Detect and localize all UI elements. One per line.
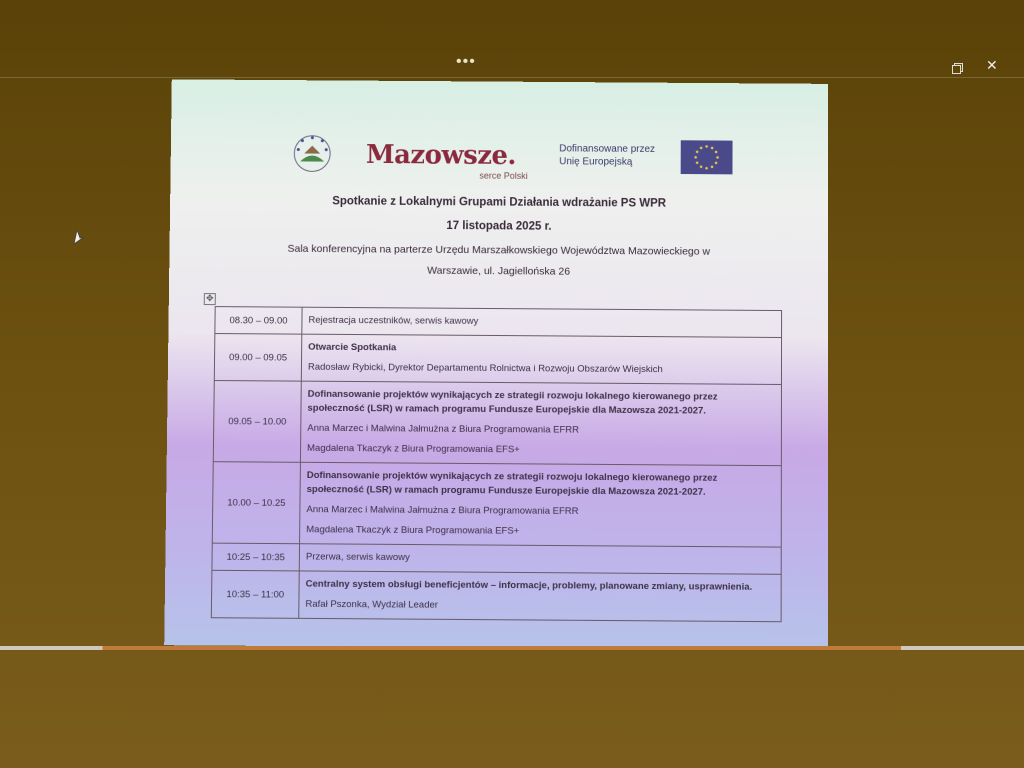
agenda-description [300,462,782,547]
agenda-line: Dofinansowanie projektów wynikających ze strategii rozwoju lokalnego kierowanego przez społeczność (LSR) w ramach programu Fundusze Europejskie dla Mazowsza 2021-2027. [307,388,718,417]
eu-cofinancing-label [559,142,655,168]
mazowsze-logo: Mazowsze. [365,140,517,171]
slide-location-line-1: Sala konferencyjna na parterze Urzędu Marszałkowskiego Województwa Mazowieckiego w [287,242,711,258]
slide-progress-bar [0,646,1024,650]
agenda-table [211,306,782,622]
eu-flag-icon [681,140,733,174]
agenda-line: Magdalena Tkaczyk z Biura Programowania EFS+ [307,442,520,456]
agenda-line: Dofinansowanie projektów wynikających ze strategii rozwoju lokalnego kierowanego przez społeczność (LSR) w ramach programu Fundusze Europejskie dla Mazowsza 2021-2027. [306,469,718,498]
agenda-time: 10.00 – 10.25 [212,462,300,544]
more-horizontal-icon[interactable]: ••• [456,53,476,70]
agenda-line: Radosław Rybicki, Dyrektor Departamentu Rolnictwa i Rozwoju Obszarów Wiejskich [307,361,663,376]
agenda-row [212,543,781,574]
agenda-description [301,334,781,384]
agenda-time: 09.00 – 09.05 [214,334,302,382]
agenda-description [299,571,781,622]
slide-date: 17 listopada 2025 r. [446,220,552,233]
table-move-handle-icon[interactable]: ✥ [204,293,216,305]
agenda-time: 10:35 – 11:00 [211,570,299,618]
eu-line-1: Dofinansowane przez [559,143,656,155]
agenda-row [214,334,781,385]
slide-title: Spotkanie z Lokalnymi Grupami Działania wdrażanie PS WPR [332,195,667,210]
agenda-line: Rejestracja uczestników, serwis kawowy [308,314,479,327]
restore-window-icon[interactable] [952,65,961,74]
mazowsze-tagline: serce Polski [479,170,528,181]
agenda-row [212,462,781,547]
close-icon[interactable]: ✕ [986,57,998,73]
agenda-time: 10:25 – 10:35 [212,543,300,571]
agenda-row [215,307,782,338]
agenda-line: Magdalena Tkaczyk z Biura Programowania EFS+ [306,524,520,537]
agenda-description [302,307,782,337]
presentation-slide [164,79,828,650]
agenda-description [300,381,781,466]
agenda-line: Przerwa, serwis kawowy [305,551,410,564]
mouse-cursor-icon [72,228,86,246]
window-title-bar [0,55,1024,78]
agenda-line: Centralny system obsługi beneficjentów – informacje, problemy, planowane zmiany, usprawnienia. [305,578,753,593]
agenda-line: Otwarcie Spotkania [308,341,397,354]
agenda-time: 09.05 – 10.00 [213,381,301,463]
agenda-line: Anna Marzec i Malwina Jałmużna z Biura Programowania EFRR [307,422,580,436]
agenda-row [211,570,781,621]
agenda-row [213,381,781,466]
agenda-time: 08.30 – 09.00 [215,307,302,335]
agenda-line: Rafał Pszonka, Wydział Leader [305,598,439,611]
eu-line-2: Unię Europejską [559,156,633,168]
pow-program-logo [262,131,362,175]
slide-location-line-2: Warszawie, ul. Jagiellońska 26 [427,264,571,278]
agenda-line: Anna Marzec i Malwina Jałmużna z Biura Programowania EFRR [306,504,579,517]
logo-header [262,131,740,184]
agenda-description [299,544,781,575]
